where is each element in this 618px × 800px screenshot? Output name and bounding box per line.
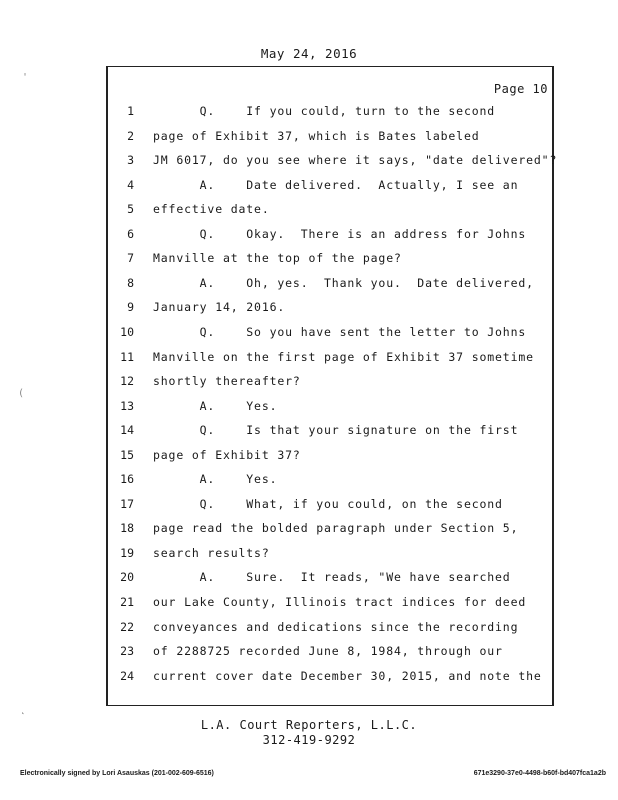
- line-number: 24: [120, 668, 134, 683]
- line-number: 16: [120, 472, 134, 487]
- scan-speck-icon: ˛: [20, 704, 27, 715]
- transcript-line: [0, 202, 618, 222]
- line-text: A. Yes.: [153, 398, 278, 413]
- page-number: Page 10: [493, 82, 548, 96]
- transcript-line: [0, 251, 618, 271]
- line-text: A. Yes.: [153, 472, 278, 487]
- transcript-line: [0, 497, 618, 517]
- line-text: our Lake County, Illinois tract indices for deed: [153, 595, 527, 609]
- line-text: A. Date delivered. Actually, I see an: [153, 177, 519, 192]
- line-text: page of Exhibit 37?: [153, 447, 301, 462]
- line-number: 7: [127, 251, 134, 266]
- transcript-line: [0, 521, 618, 541]
- line-number: 23: [120, 644, 134, 659]
- transcript-line: [0, 153, 618, 173]
- line-number: 22: [120, 619, 134, 634]
- line-number: 8: [127, 275, 134, 290]
- line-number: 5: [127, 202, 134, 217]
- line-number: 20: [120, 570, 134, 585]
- document-id: 671e3290-37e0-4498-b60f-bd407fca1a2b: [473, 770, 606, 777]
- line-text: Q. So you have sent the letter to Johns: [153, 324, 527, 339]
- line-number: 11: [120, 349, 134, 364]
- scan-speck-icon: ': [22, 72, 29, 83]
- transcript-line: [0, 350, 618, 370]
- line-number: 10: [120, 324, 134, 339]
- transcript-line: [0, 104, 618, 124]
- line-text: search results?: [153, 545, 270, 560]
- transcript-line: [0, 178, 618, 198]
- reporter-footer: [0, 718, 618, 748]
- line-number: 4: [127, 177, 134, 192]
- transcript-line: [0, 472, 618, 492]
- transcript-line: [0, 546, 618, 566]
- line-number: 19: [120, 545, 134, 560]
- line-text: A. Sure. It reads, "We have searched: [153, 570, 511, 585]
- transcript-line: [0, 595, 618, 615]
- line-text: shortly thereafter?: [153, 374, 301, 389]
- line-text: Q. What, if you could, on the second: [153, 496, 503, 511]
- scan-speck-icon: (: [18, 388, 25, 399]
- line-text: A. Oh, yes. Thank you. Date delivered,: [153, 275, 534, 290]
- transcript-line: [0, 570, 618, 590]
- line-number: 2: [127, 128, 134, 143]
- transcript-line: [0, 423, 618, 443]
- line-text: conveyances and dedications since the recording: [153, 619, 519, 634]
- line-number: 12: [120, 374, 134, 389]
- transcript-line: [0, 644, 618, 664]
- line-text: Manville at the top of the page?: [153, 251, 402, 266]
- reporter-phone: 312-419-9292: [262, 733, 356, 747]
- transcript-line: [0, 325, 618, 345]
- line-number: 17: [120, 496, 134, 511]
- reporter-name: L.A. Court Reporters, L.L.C.: [200, 718, 418, 732]
- transcript-line: [0, 669, 618, 689]
- line-number: 6: [127, 226, 134, 241]
- line-text: effective date.: [153, 202, 270, 217]
- line-number: 15: [120, 447, 134, 462]
- transcript-line: [0, 374, 618, 394]
- line-text: JM 6017, do you see where it says, "date delivered"?: [153, 153, 558, 168]
- line-number: 14: [120, 423, 134, 438]
- deposition-date: May 24, 2016: [260, 46, 358, 61]
- line-number: 21: [120, 595, 134, 609]
- line-text: January 14, 2016.: [153, 300, 286, 315]
- line-number: 13: [120, 398, 134, 413]
- transcript-line: [0, 227, 618, 247]
- transcript-line: [0, 300, 618, 320]
- line-text: Manville on the first page of Exhibit 37 sometime: [153, 349, 534, 364]
- transcript-line: [0, 129, 618, 149]
- line-text: page read the bolded paragraph under Section 5,: [153, 521, 519, 536]
- line-number: 1: [127, 104, 134, 118]
- line-number: 18: [120, 521, 134, 536]
- line-text: of 2288725 recorded June 8, 1984, through our: [153, 644, 503, 659]
- line-text: Q. If you could, turn to the second: [153, 104, 496, 118]
- line-text: page of Exhibit 37, which is Bates labeled: [153, 128, 480, 143]
- line-text: current cover date December 30, 2015, and note the: [153, 668, 542, 683]
- line-text: Q. Okay. There is an address for Johns: [153, 226, 527, 241]
- transcript-line: [0, 276, 618, 296]
- transcript-line: [0, 448, 618, 468]
- transcript-line: [0, 399, 618, 419]
- line-text: Q. Is that your signature on the first: [153, 423, 519, 438]
- electronic-signature-note: Electronically signed by Lori Asauskas (201-002-609-6516): [20, 770, 214, 777]
- transcript-line: [0, 620, 618, 640]
- line-number: 3: [127, 153, 134, 168]
- line-number: 9: [127, 300, 134, 315]
